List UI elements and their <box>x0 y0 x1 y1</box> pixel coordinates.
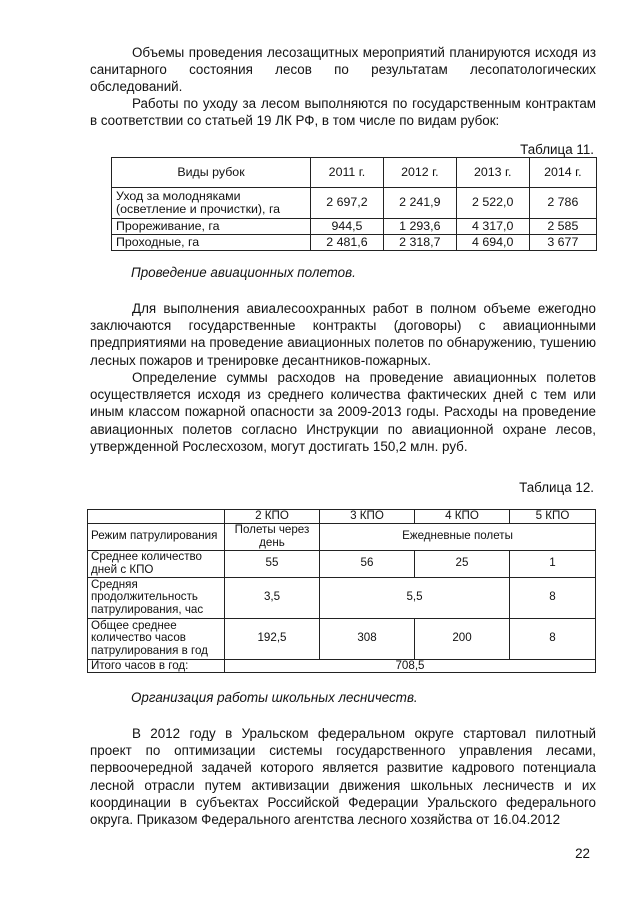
table-cell: 2 585 <box>529 219 596 235</box>
table-cell: 2 241,9 <box>383 188 456 219</box>
header-cell: 4 КПО <box>415 510 510 524</box>
header-cell: 2014 г. <box>529 158 596 188</box>
table-cell: 2 697,2 <box>311 188 384 219</box>
row-label: Итого часов в год: <box>88 659 225 673</box>
table-row <box>88 659 596 673</box>
table-cell: 3,5 <box>225 577 320 618</box>
table-cell: 2 522,0 <box>456 188 529 219</box>
table-12 <box>87 509 596 673</box>
table-row <box>88 618 596 659</box>
table-cell: 3 677 <box>529 235 596 251</box>
header-cell: 3 КПО <box>320 510 415 524</box>
table-cell: 8 <box>510 618 596 659</box>
paragraph-aviation-contracts: Для выполнения авиалесоохранных работ в полном объеме ежегодно заключаются государственные контракты (договоры) с авиационными предприятиями на проведение авиационных полетов по обнаружению, тушению лесных пожаров и тренировке десантников-пожарных. <box>90 301 596 368</box>
table-cell: 708,5 <box>225 659 596 673</box>
table-row <box>112 219 597 235</box>
row-label: Режим патрулирования <box>88 523 225 550</box>
row-label: Уход за молодняками (осветление и прочистки), га <box>112 188 311 219</box>
table-cell: 192,5 <box>225 618 320 659</box>
table-row <box>88 550 596 577</box>
table-cell: 2 318,7 <box>383 235 456 251</box>
header-cell: 2011 г. <box>311 158 384 188</box>
table-cell: 200 <box>415 618 510 659</box>
table-11-caption: Таблица 11. <box>520 142 594 157</box>
table-row <box>88 523 596 550</box>
table-cell: 55 <box>225 550 320 577</box>
table-cell: 5,5 <box>320 577 510 618</box>
table-cell: 308 <box>320 618 415 659</box>
table-cell: 8 <box>510 577 596 618</box>
paragraph-aviation-costs: Определение суммы расходов на проведение авиационных полетов осуществляется исходя из среднего количества фактических дней с тем или иным классом пожарной опасности за 2009-2013 годы. Расходы на проведение авиационных полетов согласно Инструкции по авиационной охране лесов, утвержденной Рослесхозом, могут достигать 150,2 млн. руб. <box>90 370 596 454</box>
table-row <box>112 235 597 251</box>
table-header-row <box>88 510 596 524</box>
row-label: Проходные, га <box>112 235 311 251</box>
header-cell: Виды рубок <box>112 158 311 188</box>
header-cell: 2 КПО <box>225 510 320 524</box>
heading-schools: Организация работы школьных лесничеств. <box>131 690 418 705</box>
table-cell: 1 293,6 <box>383 219 456 235</box>
table-cell: 25 <box>415 550 510 577</box>
table-row <box>112 188 597 219</box>
table-cell: 56 <box>320 550 415 577</box>
row-label: Прореживание, га <box>112 219 311 235</box>
table-12-caption: Таблица 12. <box>519 480 594 495</box>
page-number: 22 <box>575 846 590 861</box>
table-row <box>88 577 596 618</box>
table-cell: 944,5 <box>311 219 384 235</box>
table-cell: 4 317,0 <box>456 219 529 235</box>
table-cell: 1 <box>510 550 596 577</box>
table-cell: 2 481,6 <box>311 235 384 251</box>
table-header-row <box>112 158 597 188</box>
row-label: Общее среднее количество часов патрулирования в год <box>88 618 225 659</box>
header-cell: 2012 г. <box>383 158 456 188</box>
heading-aviation: Проведение авиационных полетов. <box>131 265 356 280</box>
paragraph-forest-protection: Объемы проведения лесозащитных мероприятий планируются исходя из санитарного состояния лесов по результатам лесопатологических обследований. <box>90 45 596 95</box>
header-cell <box>88 510 225 524</box>
row-label: Среднее количество дней с КПО <box>88 550 225 577</box>
table-cell: 2 786 <box>529 188 596 219</box>
paragraph-school-forestry: В 2012 году в Уральском федеральном округе стартовал пилотный проект по оптимизации системы государственного управления лесами, первоочередной задачей которого является развитие кадрового потенциала лесной отрасли путем активизации движения школьных лесничеств и их координации в субъектах Российской Федерации Уральского федерального округа. Приказом Федерального агентства лесного хозяйства от 16.04.2012 <box>90 726 596 828</box>
header-cell: 2013 г. <box>456 158 529 188</box>
table-cell: Полеты через день <box>225 523 320 550</box>
header-cell: 5 КПО <box>510 510 596 524</box>
table-11 <box>111 157 597 251</box>
table-cell: 4 694,0 <box>456 235 529 251</box>
table-cell: Ежедневные полеты <box>320 523 596 550</box>
paragraph-forest-care: Работы по уходу за лесом выполняются по государственным контрактам в соответствии со статьей 19 ЛК РФ, в том числе по видам рубок: <box>90 96 596 129</box>
row-label: Средняя продолжительность патрулирования, час <box>88 577 225 618</box>
